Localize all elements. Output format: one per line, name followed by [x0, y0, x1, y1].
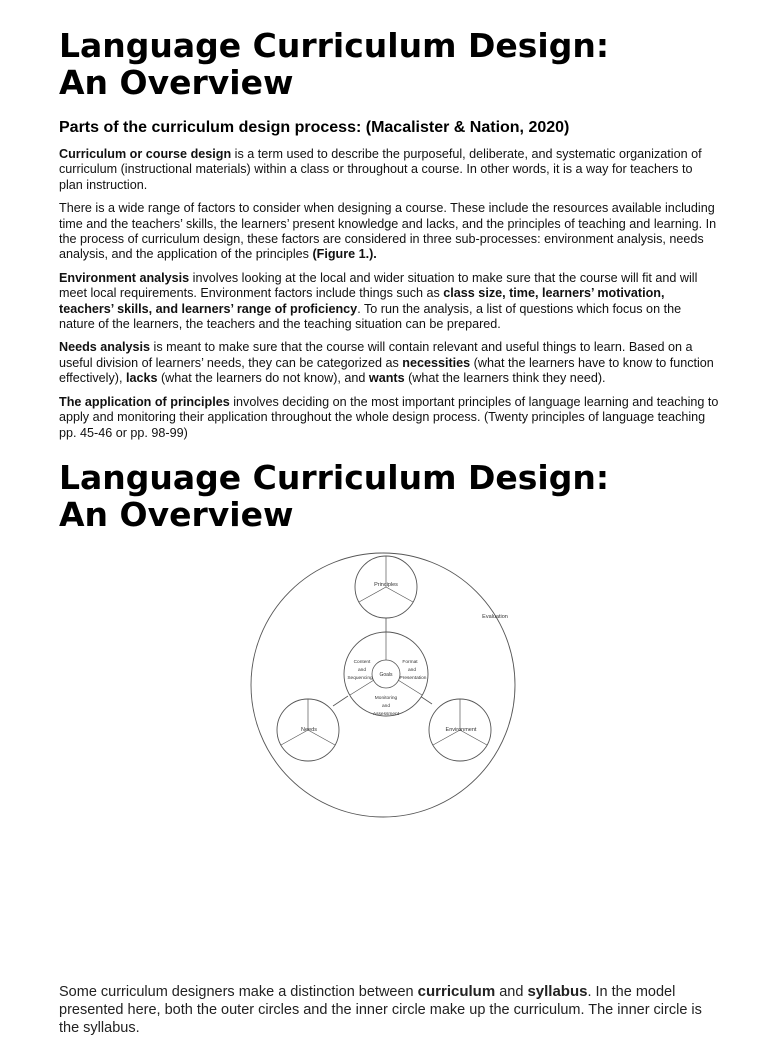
label-content-and: and [357, 668, 367, 673]
label-principles: Principles [374, 582, 398, 588]
label-format: Format [402, 660, 418, 665]
term-lacks: lacks [125, 371, 158, 386]
paragraph-text: involves deciding on the most important principles of language learning and teaching to apply and monitoring their application throughout the whole design process. (Twenty principles of language teaching pp. 45-46 or pp. 98-99) [59, 394, 719, 440]
term-application-of-principles: The application of principles [59, 394, 230, 409]
label-content: Content [353, 660, 371, 665]
paragraph-text: (what the learners think they need). [404, 371, 606, 386]
label-monitoring: Monitoring [374, 696, 398, 701]
figure-reference: (Figure 1.). [312, 247, 377, 262]
label-assessment: Assessment [372, 712, 400, 717]
label-format-and: and [407, 668, 417, 673]
note-text: Some curriculum designers make a distinction between [59, 984, 418, 1000]
term-curriculum: curriculum [417, 983, 496, 1000]
paragraph-text: is a term used to describe the purposeful, deliberate, and systematic organization of curriculum (instructional materials) within a class or throughout a course. In other words, it is a way for teachers to plan instruction. [59, 147, 702, 192]
slide-1-title-line-2: An Overview [59, 63, 294, 102]
curriculum-syllabus-note [59, 983, 719, 1037]
note-text: and [495, 984, 528, 1000]
term-necessities: necessities [402, 355, 471, 370]
label-environment: Environment [445, 727, 477, 733]
slide-1-body [59, 147, 719, 449]
term-curriculum-design: Curriculum or course design [59, 147, 232, 161]
environment-factors: class size, time, learners’ motivation, teachers’ skills, and learners’ range of proficiency [59, 286, 665, 316]
label-goals: Goals [379, 672, 393, 678]
slide-2-title-line-1: Language Curriculum Design: [59, 458, 610, 497]
slide-2 [0, 436, 768, 1036]
label-evaluation: Evaluation [482, 614, 508, 620]
paragraph-text: involves looking at the local and wider situation to make sure that the course will fit and will meet local requirements. Environment factors include things such as [59, 270, 698, 301]
paragraph-text: There is a wide range of factors to consider when designing a course. These include the resources available including time and the teachers’ skills, the learners’ present knowledge and lacks, and the principles of teaching and learning. In the process of curriculum design, these factors are considered in three sub-processes: environment analysis, needs analysis, and the application of the principles [59, 201, 717, 262]
term-syllabus: syllabus [527, 983, 588, 1000]
paragraph-principles [59, 395, 719, 441]
paragraph-text: . To run the analysis, a list of questions which focus on the nature of the learners, the teachers and the teaching situation can be prepared. [59, 301, 682, 332]
curriculum-design-diagram-svg [252, 546, 516, 824]
term-needs-analysis: Needs analysis [59, 340, 151, 355]
note-text: . In the model presented here, both the outer circles and the inner circle make up the curriculum. The inner circle is the syllabus. [59, 984, 702, 1036]
label-monitoring-and: and [381, 704, 391, 709]
slide-2-title [59, 459, 609, 533]
paragraph-text: (what the learners have to know to function effectively), [59, 355, 714, 386]
term-environment-analysis: Environment analysis [59, 270, 190, 285]
paragraph-text: is meant to make sure that the course will contain relevant and useful things to learn. Based on a useful division of learners’ needs, they can be categorized as [59, 340, 693, 370]
slide-2-title-line-2: An Overview [59, 495, 294, 534]
slide-1-subheading: Parts of the curriculum design process: (Macalister & Nation, 2020) [59, 119, 570, 136]
slide-1-title [59, 27, 609, 101]
label-presentation: Presentation [399, 676, 427, 681]
label-sequencing: Sequencing [347, 676, 373, 681]
paragraph-text: (what the learners do not know), and [157, 371, 369, 386]
label-needs: Needs [301, 727, 317, 733]
paragraph-environment-analysis [59, 271, 719, 333]
paragraph-factors [59, 201, 719, 263]
curriculum-design-diagram [252, 546, 516, 824]
paragraph-needs-analysis [59, 340, 719, 386]
paragraph-curriculum-design [59, 147, 719, 193]
slide-1-title-line-1: Language Curriculum Design: [59, 26, 610, 65]
term-wants: wants [368, 371, 405, 386]
slide-1 [0, 0, 768, 440]
